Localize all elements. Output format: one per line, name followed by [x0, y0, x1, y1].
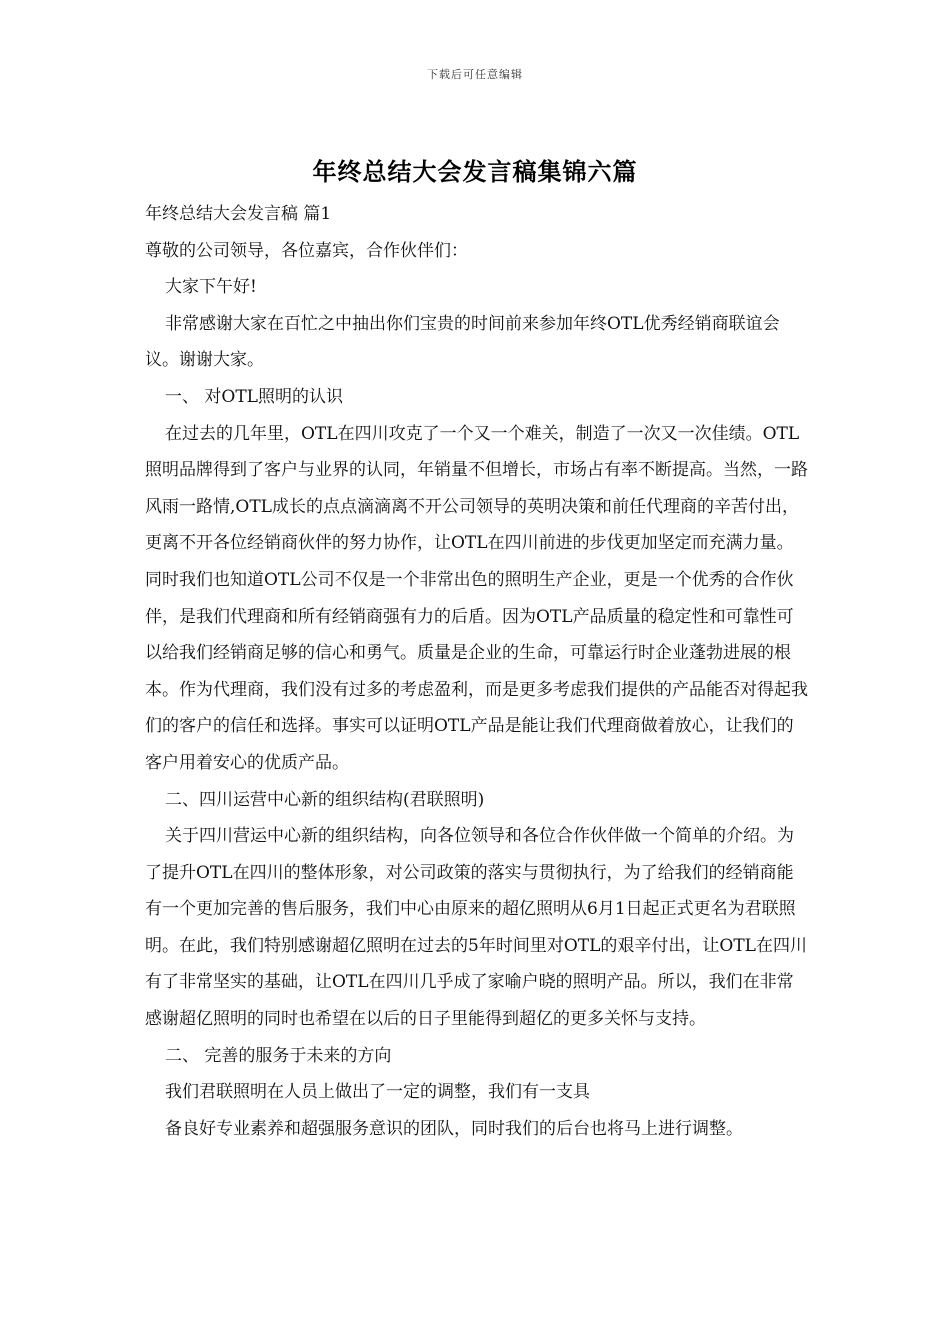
- paragraph-organization: 关于四川营运中心新的组织结构，向各位领导和各位合作伙伴做一个简单的介绍。为了提升OTL在四川的整体形象，对公司政策的落实与贯彻执行，为了给我们的经销商能有一个更加完善的售后服务，我们中心由原来的超亿照明从6月1日起正式更名为君联照明。在此，我们特别感谢超亿照明在过去的5年时间里对OTL的艰辛付出，让OTL在四川有了非常坚实的基础，让OTL在四川几乎成了家喻户晓的照明产品。所以，我们在非常感谢超亿照明的同时也希望在以后的日子里能得到超亿的更多关怀与支持。: [145, 826, 807, 1030]
- greeting: 大家下午好!: [165, 277, 257, 298]
- header-note: 下载后可任意编辑: [427, 68, 523, 81]
- heading-organization-structure: 二、四川运营中心新的组织结构(君联照明): [165, 789, 485, 810]
- salutation: 尊敬的公司领导，各位嘉宾，合作伙伴们：: [145, 240, 468, 261]
- paragraph-thanks: 非常感谢大家在百忙之中抽出你们宝贵的时间前来参加年终OTL优秀经销商联谊会议。谢谢大家。: [145, 313, 780, 371]
- paragraph-otl-achievements: 在过去的几年里，OTL在四川攻克了一个又一个难关，制造了一次又一次佳绩。OTL照明品牌得到了客户与业界的认同，年销量不但增长，市场占有率不断提高。当然，一路风雨一路情,OTL成长的点点滴滴离不开公司领导的英明决策和前任代理商的辛苦付出，更离不开各位经销商伙伴的努力协作，让OTL在四川前进的步伐更加坚定而充满力量。同时我们也知道OTL公司不仅是一个非常出色的照明生产企业，更是一个优秀的合作伙伴，是我们代理商和所有经销商强有力的后盾。因为OTL产品质量的稳定性和可靠性可以给我们经销商足够的信心和勇气。质量是企业的生命，可靠运行时企业蓬勃进展的根本。作为代理商，我们没有过多的考虑盈利，而是更多考虑我们提供的产品能否对得起我们的客户的信任和选择。事实可以证明OTL产品是能让我们代理商做着放心，让我们的客户用着安心的优质产品。: [145, 423, 808, 773]
- heading-otl-understanding: 一、 对OTL照明的认识: [165, 386, 343, 407]
- section-title: 年终总结大会发言稿 篇1: [145, 204, 332, 224]
- document-title: 年终总结大会发言稿集锦六篇: [312, 158, 638, 186]
- heading-service-direction: 二、 完善的服务于未来的方向: [165, 1045, 392, 1066]
- paragraph-team-line-2: 备良好专业素养和超强服务意识的团队，同时我们的后台也将马上进行调整。: [165, 1118, 743, 1139]
- paragraph-team-line-1: 我们君联照明在人员上做出了一定的调整，我们有一支具: [165, 1082, 590, 1103]
- document-body: [145, 196, 810, 1147]
